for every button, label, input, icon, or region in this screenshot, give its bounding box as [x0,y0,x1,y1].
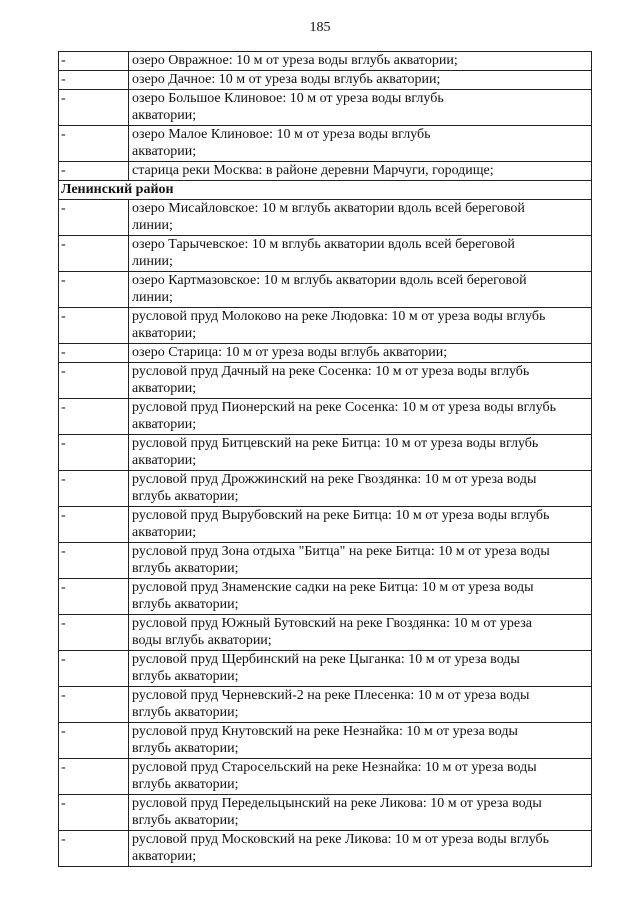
table-row [59,71,592,90]
row-marker: - [59,759,129,795]
row-description: русловой пруд Кнутовский на реке Незнайка: 10 м от уреза воды вглубь акватории; [129,723,592,759]
table-row [59,308,592,344]
row-description: русловой пруд Вырубовский на реке Битца: 10 м от уреза воды вглубь акватории; [129,507,592,543]
table-row [59,272,592,308]
row-description: озеро Малое Клиновое: 10 м от уреза воды вглубь акватории; [129,126,592,162]
row-marker: - [59,71,129,90]
row-description: озеро Мисайловское: 10 м вглубь акватории вдоль всей береговой линии; [129,200,592,236]
row-marker: - [59,236,129,272]
row-marker: - [59,615,129,651]
row-marker: - [59,471,129,507]
table-body-top [59,52,592,181]
table-row [59,723,592,759]
row-description: русловой пруд Дрожжинский на реке Гвоздянка: 10 м от уреза воды вглубь акватории; [129,471,592,507]
row-marker: - [59,651,129,687]
row-marker: - [59,435,129,471]
protected-zones-table [58,51,592,867]
row-description: русловой пруд Зона отдыха "Битца" на реке Битца: 10 м от уреза воды вглубь акватории; [129,543,592,579]
row-description: русловой пруд Знаменские садки на реке Битца: 10 м от уреза воды вглубь акватории; [129,579,592,615]
row-description: озеро Тарычевское: 10 м вглубь акватории вдоль всей береговой линии; [129,236,592,272]
table-row [59,399,592,435]
row-marker: - [59,90,129,126]
table-row [59,579,592,615]
section-title: Ленинский район [59,181,592,200]
row-description: русловой пруд Старосельский на реке Незнайка: 10 м от уреза воды вглубь акватории; [129,759,592,795]
table-row [59,162,592,181]
section-header [59,181,592,200]
row-description: русловой пруд Молоково на реке Людовка: 10 м от уреза воды вглубь акватории; [129,308,592,344]
table-row [59,615,592,651]
table-row [59,471,592,507]
table-row [59,52,592,71]
row-marker: - [59,162,129,181]
row-description: озеро Дачное: 10 м от уреза воды вглубь акватории; [129,71,592,90]
row-description: озеро Большое Клиновое: 10 м от уреза воды вглубь акватории; [129,90,592,126]
table-row [59,687,592,723]
row-description: старица реки Москва: в районе деревни Марчуги, городище; [129,162,592,181]
row-description: русловой пруд Южный Бутовский на реке Гвоздянка: 10 м от уреза воды вглубь акватории; [129,615,592,651]
row-marker: - [59,126,129,162]
row-description: русловой пруд Щербинский на реке Цыганка: 10 м от уреза воды вглубь акватории; [129,651,592,687]
row-description: русловой пруд Черневский-2 на реке Плесенка: 10 м от уреза воды вглубь акватории; [129,687,592,723]
row-description: русловой пруд Пионерский на реке Сосенка: 10 м от уреза воды вглубь акватории; [129,399,592,435]
row-marker: - [59,52,129,71]
row-marker: - [59,308,129,344]
row-description: русловой пруд Московский на реке Ликова: 10 м от уреза воды вглубь акватории; [129,831,592,867]
table-row [59,795,592,831]
row-marker: - [59,687,129,723]
row-marker: - [59,200,129,236]
table-row [59,90,592,126]
row-marker: - [59,723,129,759]
table-body-leninsky [59,200,592,867]
section-row [59,181,592,200]
row-description: русловой пруд Битцевский на реке Битца: 10 м от уреза воды вглубь акватории; [129,435,592,471]
row-description: озеро Старица: 10 м от уреза воды вглубь акватории; [129,344,592,363]
row-marker: - [59,507,129,543]
table-row [59,435,592,471]
table-row [59,200,592,236]
page-number: 185 [309,20,331,35]
table-row [59,126,592,162]
row-marker: - [59,831,129,867]
row-marker: - [59,272,129,308]
row-description: озеро Овражное: 10 м от уреза воды вглубь акватории; [129,52,592,71]
row-marker: - [59,543,129,579]
table-row [59,831,592,867]
row-description: русловой пруд Передельцынский на реке Ликова: 10 м от уреза воды вглубь акватории; [129,795,592,831]
table-row [59,759,592,795]
table-row [59,344,592,363]
row-marker: - [59,579,129,615]
table-row [59,507,592,543]
row-marker: - [59,795,129,831]
row-marker: - [59,344,129,363]
row-marker: - [59,399,129,435]
row-description: озеро Картмазовское: 10 м вглубь акватории вдоль всей береговой линии; [129,272,592,308]
table-row [59,543,592,579]
table-row [59,651,592,687]
table-row [59,236,592,272]
row-marker: - [59,363,129,399]
row-description: русловой пруд Дачный на реке Сосенка: 10 м от уреза воды вглубь акватории; [129,363,592,399]
table-row [59,363,592,399]
